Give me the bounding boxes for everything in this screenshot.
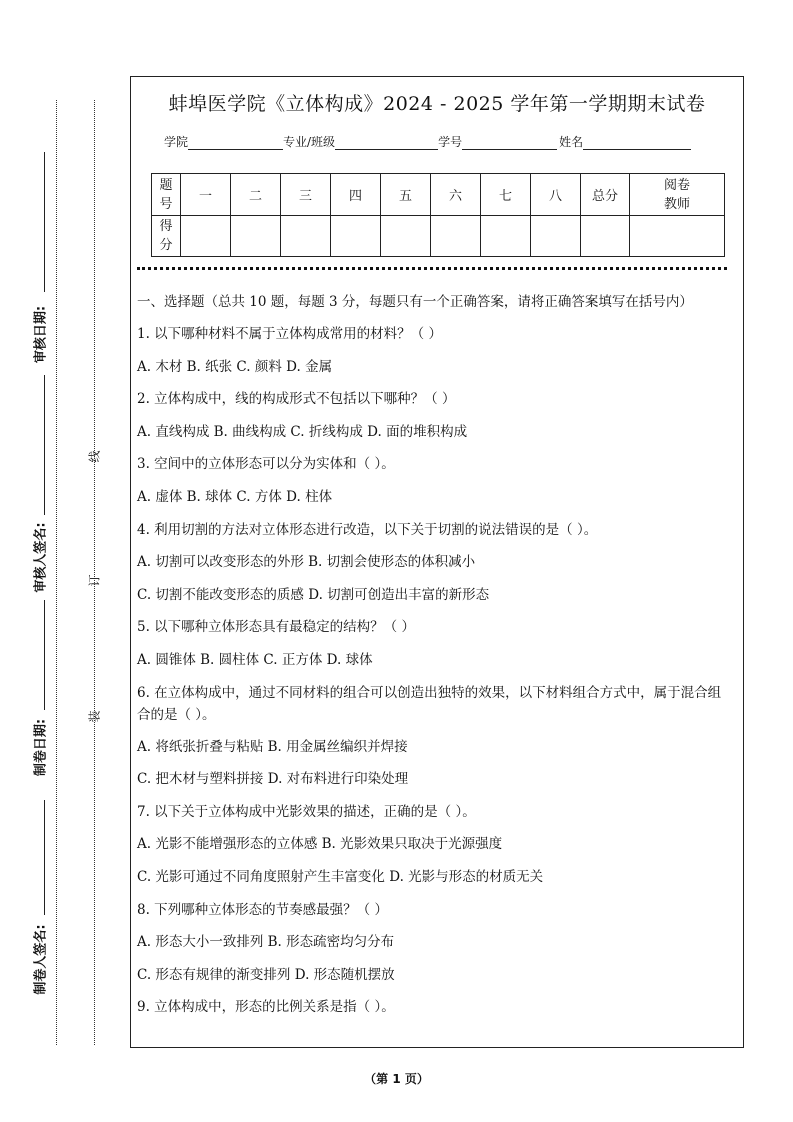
- col-7: 七: [481, 174, 531, 216]
- college-field[interactable]: [188, 135, 283, 150]
- student-id-field[interactable]: [462, 135, 557, 150]
- section-heading: 一、选择题（总共 10 题，每题 3 分，每题只有一个正确答案，请将正确答案填写在括号内）: [137, 294, 693, 310]
- option-line: A. 将纸张折叠与粘贴 B. 用金属丝编织并焊接: [137, 738, 408, 755]
- maker-date-field[interactable]: [44, 600, 45, 710]
- col-5: 五: [381, 174, 431, 216]
- option-line: A. 形态大小一致排列 B. 形态疏密均匀分布: [137, 934, 395, 951]
- option-line: A. 切割可以改变形态的外形 B. 切割会使形态的体积减小: [137, 554, 476, 571]
- audit-date-field[interactable]: [44, 152, 45, 292]
- score-cell[interactable]: [281, 216, 331, 257]
- major-label: 专业/班级: [283, 135, 336, 149]
- score-head: 得 分: [152, 216, 181, 257]
- reviewer-cell[interactable]: [630, 216, 725, 257]
- score-cell[interactable]: [431, 216, 481, 257]
- maker-sign-field[interactable]: [44, 800, 45, 915]
- score-cell[interactable]: [231, 216, 281, 257]
- col-6: 六: [431, 174, 481, 216]
- binding-dotted-line-outer: [56, 100, 57, 1045]
- binding-dotted-line-inner: [94, 100, 95, 1045]
- option-line: A. 虚体 B. 球体 C. 方体 D. 柱体: [137, 488, 333, 505]
- option-line: C. 光影可通过不同角度照射产生丰富变化 D. 光影与形态的材质无关: [137, 868, 544, 885]
- col-total: 总分: [581, 174, 630, 216]
- name-label: 姓名: [559, 135, 584, 149]
- question-line: 2. 立体构成中，线的构成形式不包括以下哪种？（ ）: [137, 391, 456, 408]
- col-3: 三: [281, 174, 331, 216]
- auditor-sign-field[interactable]: [44, 375, 45, 515]
- score-total-cell[interactable]: [581, 216, 630, 257]
- col-4: 四: [331, 174, 381, 216]
- option-line: C. 把木材与塑料拼接 D. 对布料进行印染处理: [137, 771, 409, 788]
- question-line: 9. 立体构成中，形态的比例关系是指（ ）。: [137, 999, 395, 1016]
- major-class-field[interactable]: [335, 135, 438, 150]
- option-line: C. 切割不能改变形态的质感 D. 切割可创造出丰富的新形态: [137, 586, 490, 603]
- score-table-score-row: [152, 216, 725, 257]
- score-cell[interactable]: [381, 216, 431, 257]
- score-cell[interactable]: [481, 216, 531, 257]
- audit-date-label: 审核日期:: [33, 305, 49, 364]
- name-field[interactable]: [583, 135, 691, 150]
- option-line: A. 木材 B. 纸张 C. 颜料 D. 金属: [137, 358, 333, 375]
- question-line: 7. 以下关于立体构成中光影效果的描述，正确的是（ ）。: [137, 803, 476, 820]
- score-table: [151, 173, 725, 257]
- question-list: [137, 291, 731, 1029]
- page-footer: （第 1 页）: [364, 1072, 429, 1086]
- question-line: 3. 空间中的立体形态可以分为实体和（ ）。: [137, 456, 395, 473]
- score-cell[interactable]: [181, 216, 231, 257]
- student-id-label: 学号: [438, 135, 463, 149]
- score-table-header-row: [152, 174, 725, 216]
- binding-mark-line: 线: [87, 450, 102, 463]
- option-line: C. 形态有规律的渐变排列 D. 形态随机摆放: [137, 966, 395, 983]
- question-line: 5. 以下哪种立体形态具有最稳定的结构？（ ）: [137, 619, 415, 636]
- maker-sign-label: 制卷人签名:: [33, 924, 49, 995]
- question-line: 4. 利用切割的方法对立体形态进行改造，以下关于切割的说法错误的是（ ）。: [137, 521, 598, 538]
- col-8: 八: [531, 174, 581, 216]
- question-line: 6. 在立体构成中，通过不同材料的组合可以创造出独特的效果，以下材料组合方式中，属于混合组合的是（ ）。: [137, 684, 722, 723]
- col-2: 二: [231, 174, 281, 216]
- option-line: A. 光影不能增强形态的立体感 B. 光影效果只取决于光源强度: [137, 836, 503, 853]
- question-line: 1. 以下哪种材料不属于立体构成常用的材料？（ ）: [137, 326, 442, 342]
- score-cell[interactable]: [531, 216, 581, 257]
- binding-mark-seal: 装: [87, 710, 102, 723]
- separator-dotted-line: [137, 267, 727, 270]
- score-cell[interactable]: [331, 216, 381, 257]
- col-reviewer: 阅卷 教师: [630, 174, 725, 216]
- maker-date-label: 制卷日期:: [33, 718, 49, 777]
- auditor-sign-label: 审核人签名:: [33, 522, 49, 593]
- question-line: 8. 下列哪种立体形态的节奏感最强？（ ）: [137, 901, 388, 918]
- question-number-head: 题 号: [152, 174, 181, 216]
- exam-title: 蚌埠医学院《立体构成》2024 - 2025 学年第一学期期末试卷: [168, 93, 706, 115]
- student-info-row: [164, 133, 691, 150]
- exam-frame: [130, 76, 744, 1048]
- option-line: A. 圆锥体 B. 圆柱体 C. 正方体 D. 球体: [137, 651, 373, 668]
- option-line: A. 直线构成 B. 曲线构成 C. 折线构成 D. 面的堆积构成: [137, 423, 468, 440]
- binding-mark-staple: 订: [87, 574, 102, 587]
- college-label: 学院: [164, 135, 189, 149]
- col-1: 一: [181, 174, 231, 216]
